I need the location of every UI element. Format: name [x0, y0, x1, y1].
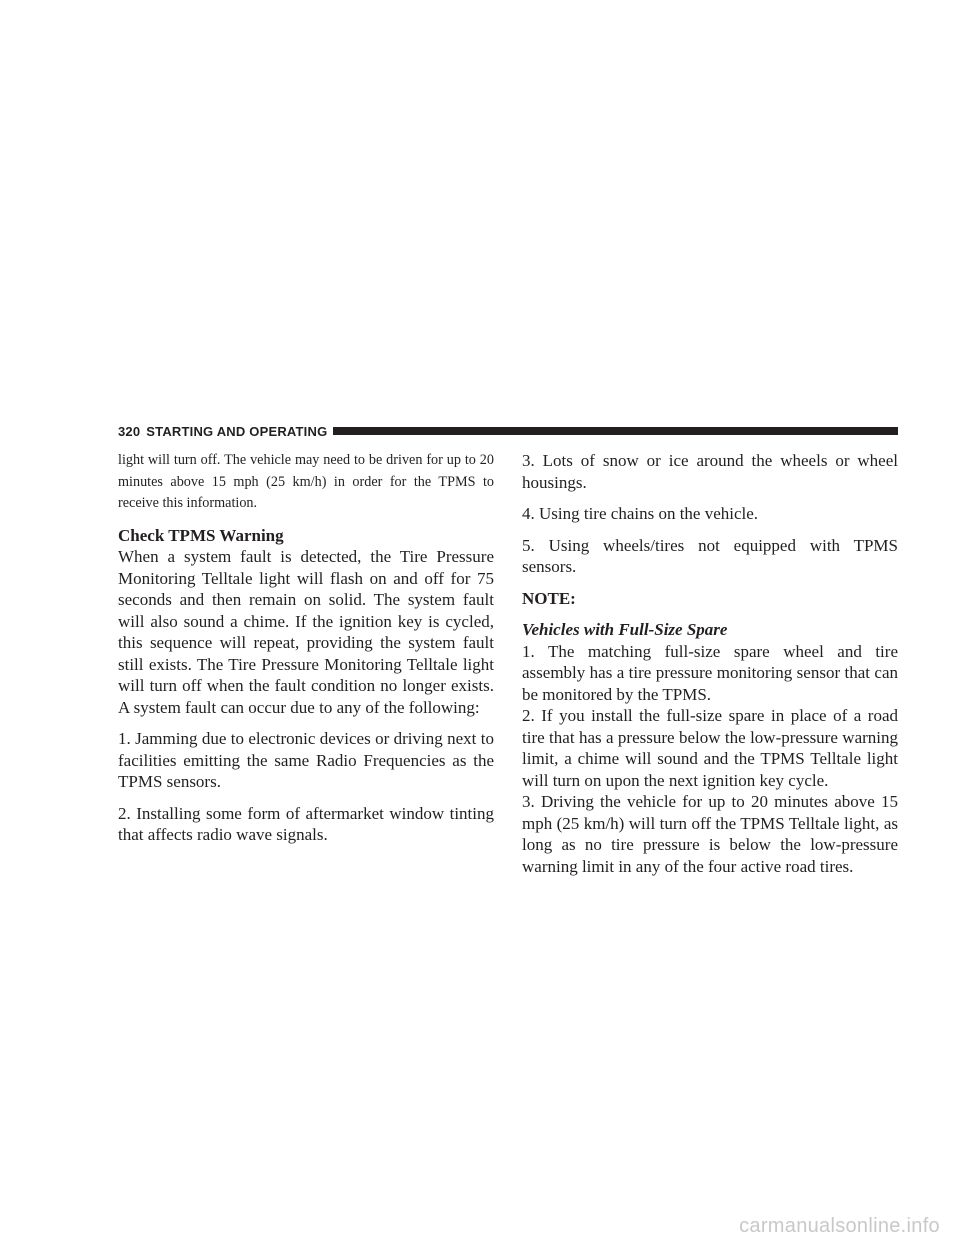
list-item: 3. Lots of snow or ice around the wheels or wheel housings.	[522, 451, 898, 492]
right-column	[522, 450, 898, 877]
list-item: 5. Using wheels/tires not equipped with TPMS sensors.	[522, 535, 898, 576]
page-number: 320	[118, 423, 141, 439]
list-item: 2. Installing some form of aftermarket window tinting that affects radio wave signals.	[118, 803, 494, 844]
note-label: NOTE:	[522, 588, 576, 608]
spare-item: 3. Driving the vehicle for up to 20 minutes above 15 mph (25 km/h) will turn off the TPMS Telltale light, as long as no tire pressure is below the low-pressure warning limit in any of the four active road tires.	[522, 792, 898, 876]
subheading: Vehicles with Full-Size Spare	[522, 620, 728, 639]
body-paragraph: When a system fault is detected, the Tire Pressure Monitoring Telltale light will flash on and off for 75 seconds and then remain on solid. The system fault will also sound a chime. If the ignition key is cycled, this sequence will repeat, providing the system fault still exists. The Tire Pressure Monitoring Telltale light will turn off when the fault condition no longer exists. A system fault can occur due to any of the following:	[118, 547, 494, 717]
spare-item: 1. The matching full-size spare wheel and tire assembly has a tire pressure monitoring sensor that can be monitored by the TPMS.	[522, 641, 898, 704]
section-heading: Check TPMS Warning	[118, 525, 284, 545]
list-item: 4. Using tire chains on the vehicle.	[522, 504, 759, 523]
intro-paragraph: light will turn off. The vehicle may need to be driven for up to 20 minutes above 15 mph (25 km/h) in order for the TPMS to receive this information.	[118, 452, 494, 511]
header-rule	[333, 427, 898, 435]
spare-item: 2. If you install the full-size spare in place of a road tire that has a pressure below the low-pressure warning limit, a chime will sound and the TPMS Telltale light will turn on upon the next ignition key cycle.	[522, 706, 898, 790]
left-column	[118, 450, 494, 856]
watermark: carmanualsonline.info	[739, 1215, 940, 1237]
list-item: 1. Jamming due to electronic devices or driving next to facilities emitting the same Radio Frequencies as the TPMS sensors.	[118, 729, 494, 791]
section-title: STARTING AND OPERATING	[146, 423, 328, 439]
page-header	[118, 424, 898, 438]
